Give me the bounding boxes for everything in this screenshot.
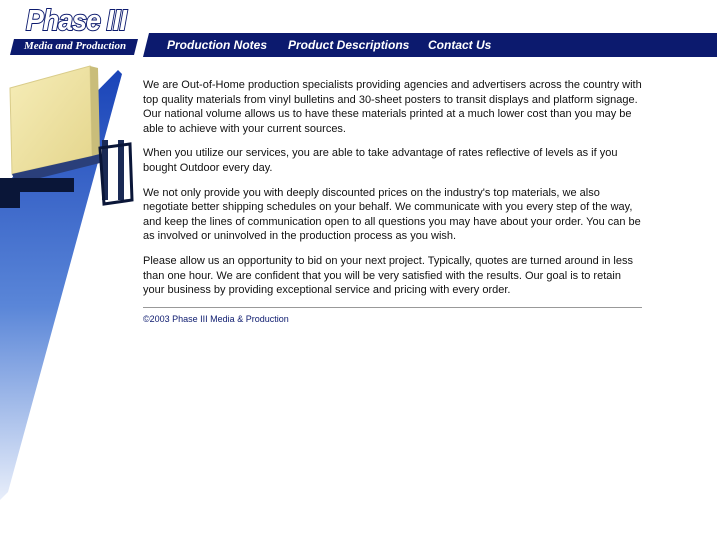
logo-wordmark: Phase III <box>26 5 126 37</box>
discount-paragraph: We not only provide you with deeply discounted prices on the industry's top materials, we also negotiate better shipping schedules on your behalf. We communicate with you every step of the way, and keep the lines of communication open to all questions you may have about your order. You can be as involved or uninvolved in the production process as you wish. <box>143 186 641 243</box>
billboard-illustration <box>0 60 140 500</box>
bid-paragraph: Please allow us an opportunity to bid on your next project. Typically, quotes are turned around in less than one hour. We are confident that you will be very satisfied with the results. Our goal is to retain your business by providing exceptional service and pricing with every order. <box>143 254 633 297</box>
footer-divider <box>143 307 642 308</box>
nav-product-descriptions[interactable]: Product Descriptions <box>288 38 410 52</box>
intro-paragraph: We are Out-of-Home production specialists providing agencies and advertisers across the country with top quality materials from vinyl bulletins and 30-sheet posters to transit displays and platform signage. Our national volume allows us to have these materials printed at a much lower cost than you may be able to achieve with your current sources. <box>143 79 642 135</box>
logo-subtitle: Media and Production <box>24 40 127 52</box>
nav-contact-us[interactable]: Contact Us <box>428 38 492 52</box>
main-content <box>143 78 643 308</box>
nav-production-notes[interactable]: Production Notes <box>167 38 268 52</box>
copyright-text: ©2003 Phase III Media & Production <box>143 314 289 324</box>
rates-paragraph: When you utilize our services, you are able to take advantage of rates reflective of levels as if you bought Outdoor every day. <box>143 147 618 174</box>
logo[interactable] <box>10 5 140 56</box>
